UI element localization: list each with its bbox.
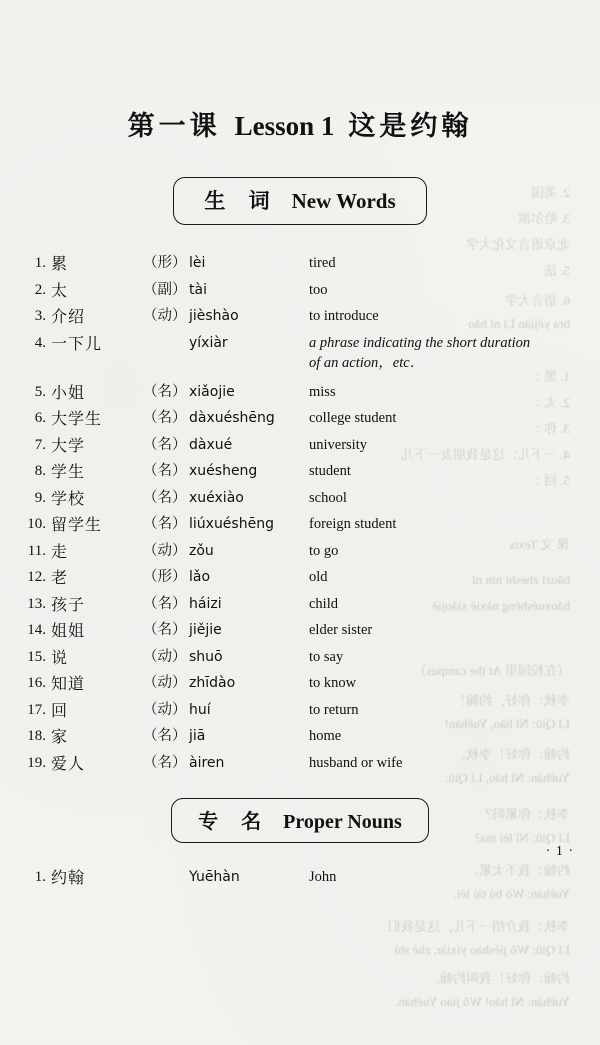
word-number: 9. <box>34 489 46 506</box>
word-pinyin: dàxuéshēng <box>189 410 275 426</box>
word-number: 11. <box>27 542 46 559</box>
word-part-of-speech: （名） <box>143 595 187 612</box>
word-part-of-speech: （名） <box>143 383 187 400</box>
word-english: to say <box>309 648 344 665</box>
word-part-of-speech: （动） <box>143 648 187 665</box>
word-number: 6. <box>34 410 46 426</box>
proper-nouns-banner-cn: 专 名 <box>198 808 270 833</box>
page-content <box>0 104 600 886</box>
word-hanzi: 大学生 <box>51 409 103 428</box>
proper-noun-number: 1. <box>34 868 46 885</box>
word-pinyin: zǒu <box>189 542 214 559</box>
word-pinyin: jiā <box>189 728 206 744</box>
proper-noun-pinyin: Yuēhàn <box>189 868 240 885</box>
word-part-of-speech: （名） <box>143 622 187 638</box>
word-number: 13. <box>27 595 46 612</box>
word-english: tired <box>309 255 336 271</box>
word-entry <box>0 569 600 586</box>
word-pinyin: àiren <box>189 754 225 771</box>
proper-noun-entry <box>0 869 600 886</box>
word-english <box>309 335 600 372</box>
lesson-number-en: Lesson 1 <box>234 111 335 141</box>
word-number: 10. <box>27 516 46 532</box>
lesson-number-cn: 第一课 <box>127 111 221 142</box>
word-english: to go <box>309 542 339 559</box>
word-hanzi: 学生 <box>51 462 86 481</box>
word-hanzi: 知道 <box>51 674 86 693</box>
word-english: student <box>309 463 351 479</box>
word-pinyin: shuō <box>189 648 223 665</box>
word-part-of-speech: （动） <box>143 308 187 324</box>
word-entry <box>0 543 600 560</box>
word-hanzi: 留学生 <box>51 515 103 534</box>
word-pinyin: liúxuéshēng <box>189 516 274 532</box>
word-number: 19. <box>27 754 46 771</box>
word-pinyin: lèi <box>189 255 206 271</box>
word-hanzi: 回 <box>51 700 69 720</box>
word-part-of-speech: （动） <box>143 542 187 559</box>
word-pinyin: xiǎojie <box>189 383 235 400</box>
word-entry <box>0 335 600 372</box>
lesson-title-cn: 这是约翰 <box>348 111 473 142</box>
word-english-line1: a phrase indicating the short duration <box>309 334 531 351</box>
word-english: to return <box>309 701 359 718</box>
word-hanzi: 说 <box>51 647 69 667</box>
word-entry <box>0 675 600 692</box>
word-english: old <box>309 569 328 585</box>
word-english: elder sister <box>309 622 373 638</box>
word-hanzi: 孩子 <box>51 594 86 614</box>
word-part-of-speech: （名） <box>143 489 187 506</box>
proper-nouns-banner-wrap <box>0 798 600 843</box>
word-part-of-speech: （名） <box>143 410 187 426</box>
word-number: 3. <box>34 308 46 324</box>
word-entry <box>0 649 600 666</box>
word-english: college student <box>309 410 397 426</box>
proper-noun-hanzi: 约翰 <box>51 867 86 887</box>
word-english: child <box>309 595 338 612</box>
word-number: 12. <box>27 569 46 585</box>
word-english: university <box>309 436 367 453</box>
word-number: 16. <box>27 675 46 691</box>
word-pinyin: huí <box>189 701 211 718</box>
word-part-of-speech: （名） <box>143 436 187 453</box>
word-entry <box>0 410 600 427</box>
word-entry <box>0 463 600 480</box>
proper-nouns-banner <box>171 798 429 843</box>
word-english-line2: of an action，etc． <box>309 354 425 371</box>
word-hanzi: 一下儿 <box>51 333 103 353</box>
word-pinyin: jièshào <box>189 308 239 324</box>
word-pinyin: dàxué <box>189 436 233 453</box>
word-hanzi: 姐姐 <box>51 621 86 640</box>
word-number: 17. <box>27 701 46 718</box>
word-entry <box>0 702 600 719</box>
new-words-banner-cn: 生 词 <box>204 189 278 213</box>
word-entry <box>0 490 600 507</box>
word-pinyin: háizi <box>189 595 222 612</box>
word-part-of-speech: （名） <box>143 728 187 744</box>
new-words-banner-wrap <box>0 177 600 225</box>
page-number: · 1 · <box>545 843 574 859</box>
word-entry <box>0 308 600 325</box>
word-english: home <box>309 728 342 744</box>
word-pinyin: tài <box>189 281 207 298</box>
word-entry <box>0 728 600 745</box>
word-english: school <box>309 489 347 506</box>
word-number: 2. <box>34 281 46 298</box>
proper-nouns-list <box>0 869 600 886</box>
word-hanzi: 走 <box>51 541 69 561</box>
word-number: 5. <box>34 383 46 400</box>
word-part-of-speech: （形） <box>143 255 187 271</box>
word-hanzi: 老 <box>51 568 69 587</box>
word-number: 4. <box>34 334 46 351</box>
proper-noun-english: John <box>309 868 337 885</box>
word-hanzi: 爱人 <box>51 753 86 773</box>
word-english: to introduce <box>309 308 379 324</box>
word-english: foreign student <box>309 516 397 532</box>
word-english: too <box>309 281 328 298</box>
word-entry <box>0 755 600 772</box>
word-entry <box>0 255 600 272</box>
new-words-banner <box>173 177 426 225</box>
word-english: husband or wife <box>309 754 403 771</box>
new-words-banner-en: New Words <box>291 189 396 213</box>
word-part-of-speech: （形） <box>143 569 187 585</box>
word-hanzi: 累 <box>51 254 69 273</box>
word-pinyin: jiějie <box>189 622 222 638</box>
word-entry <box>0 437 600 454</box>
word-english: miss <box>309 383 336 400</box>
word-part-of-speech: （副） <box>143 281 187 298</box>
word-number: 7. <box>34 436 46 453</box>
word-entry <box>0 596 600 613</box>
word-number: 1. <box>34 255 46 271</box>
lesson-heading <box>0 104 600 143</box>
word-part-of-speech: （名） <box>143 463 187 479</box>
word-hanzi: 小姐 <box>51 382 86 402</box>
word-number: 14. <box>27 622 46 638</box>
word-number: 8. <box>34 463 46 479</box>
word-hanzi: 家 <box>51 727 69 746</box>
word-number: 15. <box>27 648 46 665</box>
proper-nouns-banner-en: Proper Nouns <box>283 810 402 833</box>
word-pinyin: zhīdào <box>189 675 236 691</box>
word-pinyin: xuésheng <box>189 463 258 479</box>
word-part-of-speech: （名） <box>143 516 187 532</box>
word-hanzi: 大学 <box>51 435 86 455</box>
word-hanzi: 介绍 <box>51 307 86 326</box>
word-pinyin: lǎo <box>189 569 211 585</box>
word-part-of-speech: （名） <box>143 754 187 771</box>
word-pinyin: xuéxiào <box>189 489 244 506</box>
word-entry <box>0 622 600 639</box>
word-english: to know <box>309 675 357 691</box>
word-part-of-speech: （动） <box>143 675 187 691</box>
word-number: 18. <box>27 728 46 744</box>
word-hanzi: 太 <box>51 280 69 300</box>
word-hanzi: 学校 <box>51 488 86 508</box>
word-part-of-speech: （动） <box>143 701 187 718</box>
word-pinyin: yíxiàr <box>189 334 228 351</box>
word-entry <box>0 282 600 299</box>
word-entry <box>0 516 600 533</box>
new-words-list <box>0 255 600 772</box>
word-entry <box>0 384 600 401</box>
